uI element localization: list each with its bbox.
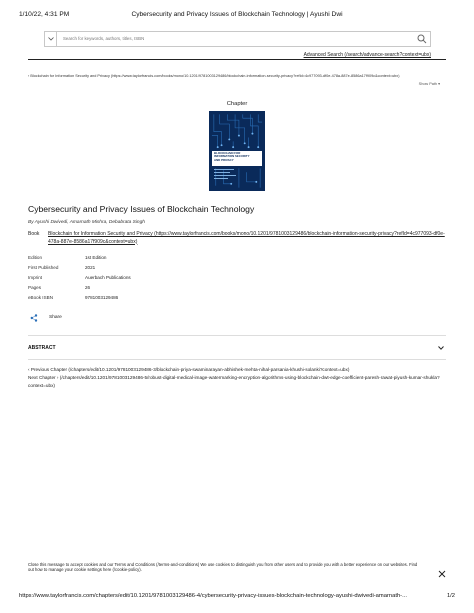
book-link[interactable]: Blockchain for Information Security and Privacy (https://www.taylorfrancis.com/books/mono/10.1201/9781003129486/blockchain-information-security-privacy?refId=4c977093-df0e-478a-887e-8586a17f909c&context=ubx)	[48, 231, 445, 245]
search-icon[interactable]	[417, 34, 427, 44]
metadata-row	[28, 283, 228, 293]
metadata-row	[28, 293, 228, 303]
metadata-key: Pages	[28, 284, 42, 290]
chevron-down-icon[interactable]	[437, 344, 445, 352]
print-url: https://www.taylorfrancis.com/chapters/edit/10.1201/9781003129486-4/cybersecurity-privacy-issues-blockchain-technology-ayushi-dwivedi-amarnath-...	[19, 593, 407, 599]
close-icon[interactable]	[438, 570, 446, 578]
metadata-key: Edition	[28, 255, 43, 260]
cover-editor-line	[214, 172, 230, 173]
print-datetime: 1/10/22, 4:31 PM	[19, 11, 70, 18]
search-scope-dropdown[interactable]	[45, 32, 57, 46]
divider	[28, 359, 446, 360]
metadata-row	[28, 253, 228, 263]
advanced-search-link[interactable]: Advanced Search (/search/advance-search?context=ubx)	[303, 52, 431, 58]
share-label: Share	[49, 315, 62, 320]
share-icon	[30, 314, 38, 322]
print-page-title: Cybersecurity and Privacy Issues of Blockchain Technology | Ayushi Dwi	[131, 11, 343, 18]
authors: By Ayushi Dwivedi, Amarnath Mishra, Debabrata Singh	[28, 220, 145, 225]
chapter-navigation	[28, 366, 448, 390]
divider	[28, 335, 446, 336]
metadata-key: eBook ISBN	[28, 294, 54, 300]
metadata-key: First Published	[28, 264, 59, 270]
book-label: Book	[28, 231, 40, 237]
print-header	[19, 11, 455, 23]
metadata-value: Auerbach Publications	[85, 274, 131, 280]
search-bar	[44, 31, 431, 47]
metadata-value: 2021	[85, 264, 96, 270]
show-path-toggle[interactable]: Show Path ▾	[418, 82, 440, 86]
cover-editor-line	[214, 175, 236, 176]
print-footer	[19, 593, 455, 603]
metadata-value: 9781003129486	[85, 294, 119, 300]
divider	[28, 59, 446, 60]
metadata-key: Imprint	[28, 274, 43, 280]
previous-chapter-link[interactable]: ‹ Previous Chapter (/chapters/edit/10.1201/9781003129486-3/blockchain-priya-swaminarayan-abhishek-mehta-nihal-parsania-khushi-solanki?context=ubx)	[28, 367, 350, 372]
chevron-down-icon	[48, 37, 54, 41]
cookie-banner-text: Close this message to accept cookies and our Terms and Conditions (/terms-and-conditions) We use cookies to distinguish you from other users and to provide you with a better experience on our websites. Find out how to manage your cookie settings here (/cookie-policy).	[28, 562, 418, 572]
metadata-value: 1st Edition	[85, 255, 107, 260]
metadata-value: 26	[85, 284, 91, 290]
search-input[interactable]: Search for keywords, authors, titles, ISBN	[63, 36, 145, 41]
page-number: 1/2	[446, 593, 455, 599]
book-cover-image	[209, 111, 265, 191]
metadata-table	[28, 253, 228, 302]
cover-title-block	[212, 151, 262, 166]
page-title: Cybersecurity and Privacy Issues of Blockchain Technology	[28, 204, 255, 214]
next-chapter-link[interactable]: Next Chapter › (/chapters/edit/10.1201/9781003129486-5/robust-digital-medical-image-watermarking-encryption-algorithms-using-blockchain-dwt-edge-coefficient-paresh-rawat-piyush-kumar-shukla?context=ubx)	[28, 374, 440, 388]
cover-title: BLOCKCHAIN FOR INFORMATION SECURITY AND PRIVACY	[214, 151, 250, 162]
breadcrumb[interactable]: ‹ Blockchain for Information Security and Privacy (https://www.taylorfrancis.com/books/mono/10.1201/9781003129486/blockchain-information-security-privacy?refId=4c977093-df0e-478a-887e-8586a17f909c&context=ubx)	[28, 74, 400, 78]
abstract-heading[interactable]: ABSTRACT	[28, 345, 56, 351]
cover-editor-line	[214, 169, 234, 170]
cover-editor-line	[214, 178, 228, 179]
content-type-label: Chapter	[226, 101, 248, 107]
metadata-row	[28, 273, 228, 283]
metadata-row	[28, 263, 228, 273]
